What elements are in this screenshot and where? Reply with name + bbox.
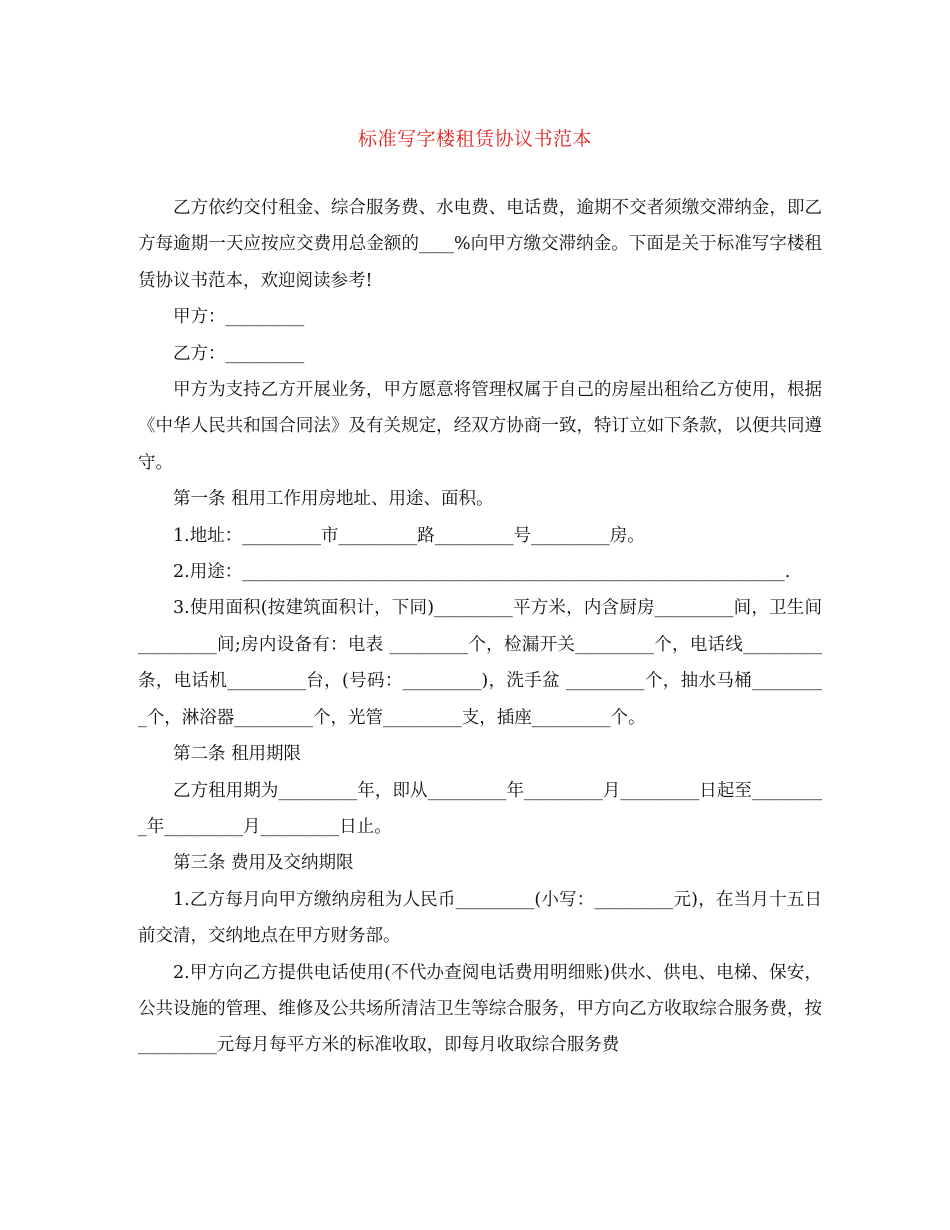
preamble-paragraph: 甲方为支持乙方开展业务，甲方愿意将管理权属于自己的房屋出租给乙方使用，根据《中华人民共和国合同法》及有关规定，经双方协商一致，特订立如下条款，以便共同遵守。 [138,380,822,473]
party-b-line: 乙方：_________ [173,343,305,364]
article-1-purpose: 2.用途：______________________________________________________________. [173,562,791,583]
intro-paragraph: 乙方依约交付租金、综合服务费、水电费、电话费，逾期不交者须缴交滞纳金，即乙方每逾期一天应按应交费用总金额的____%向甲方缴交滞纳金。下面是关于标准写字楼租赁协议书范本，欢迎阅读参考! [138,198,822,291]
article-2-heading: 第二条 租用期限 [173,744,302,765]
party-a-line: 甲方：_________ [173,307,305,328]
article-2-term: 乙方租用期为_________年，即从_________年_________月_________日起至_________年_________月_________日止。 [138,780,822,837]
document-body [138,190,822,1064]
article-1-area: 3.使用面积(按建筑面积计，下同)_________平方米，内含厨房_________间，卫生间_________间;房内设备有：电表 _________个，检漏开关_________个，电话线_________条，电话机_________台，(号码：_________)，洗手盆 _________个，抽水马桶_________个，淋浴器_________个，光管_________支，插座_________个。 [138,598,822,728]
article-3-heading: 第三条 费用及交纳期限 [173,853,354,874]
article-3-service-fee: 2.甲方向乙方提供电话使用(不代办查阅电话费用明细账)供水、供电、电梯、保安，公共设施的管理、维修及公共场所清洁卫生等综合服务，甲方向乙方收取综合服务费，按_________元每月每平方米的标准收取，即每月收取综合服务费 [138,962,822,1056]
document-title: 标准写字楼租赁协议书范本 [357,128,592,150]
article-3-rent: 1.乙方每月向甲方缴纳房租为人民币_________(小写：_________元)，在当月十五日前交清，交纳地点在甲方财务部。 [138,889,822,947]
article-1-address: 1.地址：_________市_________路_________号_________房。 [173,525,645,546]
article-1-heading: 第一条 租用工作用房地址、用途、面积。 [173,489,494,510]
